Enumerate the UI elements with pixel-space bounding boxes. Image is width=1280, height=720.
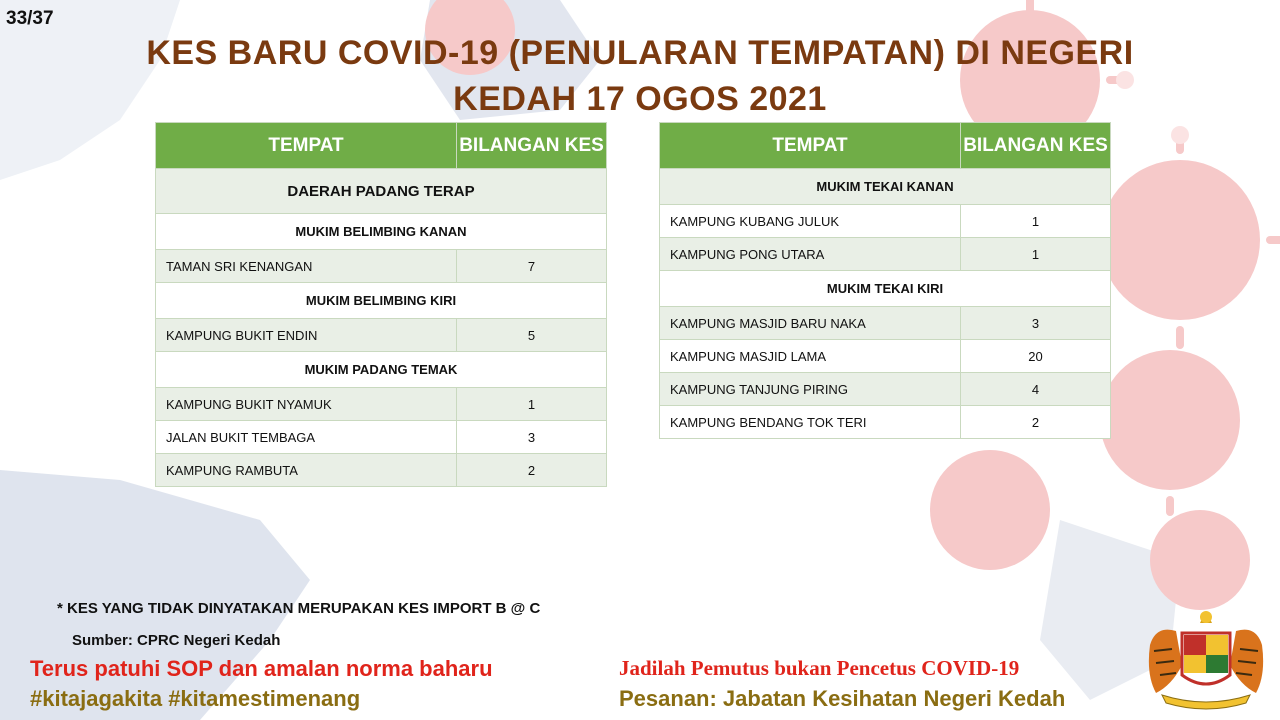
footnote: * KES YANG TIDAK DINYATAKAN MERUPAKAN KES IMPORT B @ C	[57, 600, 541, 617]
table-header-row	[156, 123, 607, 169]
page-number: 33/37	[6, 8, 54, 29]
place-cell: KAMPUNG TANJUNG PIRING	[660, 373, 961, 406]
mukim-name: MUKIM BELIMBING KIRI	[156, 283, 607, 319]
table-row	[660, 406, 1111, 439]
left-cases-table	[155, 122, 607, 487]
mukim-row	[156, 283, 607, 319]
mukim-row	[660, 169, 1111, 205]
header-place: TEMPAT	[156, 123, 457, 169]
place-cell: KAMPUNG PONG UTARA	[660, 238, 961, 271]
right-cases-table	[659, 122, 1111, 439]
title-line-1: KES BARU COVID-19 (PENULARAN TEMPATAN) DI NEGERI	[146, 34, 1134, 72]
place-cell: KAMPUNG MASJID BARU NAKA	[660, 307, 961, 340]
cases-cell: 20	[961, 340, 1111, 373]
table-row	[156, 421, 607, 454]
title-line-2: KEDAH 17 OGOS 2021	[453, 80, 827, 118]
place-cell: KAMPUNG BENDANG TOK TERI	[660, 406, 961, 439]
message-line-2: Pesanan: Jabatan Kesihatan Negeri Kedah	[619, 686, 1066, 711]
place-cell: KAMPUNG RAMBUTA	[156, 454, 457, 487]
place-cell: KAMPUNG BUKIT ENDIN	[156, 319, 457, 352]
slogan-line-1: Terus patuhi SOP dan amalan norma baharu	[30, 656, 493, 681]
district-row	[156, 169, 607, 214]
cases-cell: 1	[961, 205, 1111, 238]
place-cell: JALAN BUKIT TEMBAGA	[156, 421, 457, 454]
table-row	[660, 205, 1111, 238]
place-cell: TAMAN SRI KENANGAN	[156, 250, 457, 283]
hashtag-line: #kitajagakita #kitamestimenang	[30, 686, 361, 711]
table-row	[660, 307, 1111, 340]
mukim-row	[156, 214, 607, 250]
table-row	[660, 373, 1111, 406]
slide-title	[140, 30, 1140, 122]
table-row	[156, 388, 607, 421]
cases-cell: 2	[961, 406, 1111, 439]
cases-cell: 3	[457, 421, 607, 454]
header-cases: BILANGAN KES	[457, 123, 607, 169]
cases-cell: 2	[457, 454, 607, 487]
header-place: TEMPAT	[660, 123, 961, 169]
district-name: DAERAH PADANG TERAP	[156, 169, 607, 214]
mukim-name: MUKIM BELIMBING KANAN	[156, 214, 607, 250]
place-cell: KAMPUNG BUKIT NYAMUK	[156, 388, 457, 421]
mukim-name: MUKIM TEKAI KIRI	[660, 271, 1111, 307]
table-row	[660, 238, 1111, 271]
cases-cell: 5	[457, 319, 607, 352]
source-note: Sumber: CPRC Negeri Kedah	[72, 632, 281, 649]
cases-cell: 1	[961, 238, 1111, 271]
table-row	[156, 454, 607, 487]
mukim-name: MUKIM PADANG TEMAK	[156, 352, 607, 388]
header-cases: BILANGAN KES	[961, 123, 1111, 169]
cases-cell: 3	[961, 307, 1111, 340]
table-row	[156, 250, 607, 283]
table-header-row	[660, 123, 1111, 169]
place-cell: KAMPUNG MASJID LAMA	[660, 340, 961, 373]
kedah-crest-icon	[1142, 605, 1270, 713]
cases-cell: 1	[457, 388, 607, 421]
table-row	[156, 319, 607, 352]
mukim-row	[660, 271, 1111, 307]
mukim-name: MUKIM TEKAI KANAN	[660, 169, 1111, 205]
table-row	[660, 340, 1111, 373]
place-cell: KAMPUNG KUBANG JULUK	[660, 205, 961, 238]
mukim-row	[156, 352, 607, 388]
cases-cell: 7	[457, 250, 607, 283]
cases-cell: 4	[961, 373, 1111, 406]
message-line-1: Jadilah Pemutus bukan Pencetus COVID-19	[619, 656, 1020, 680]
